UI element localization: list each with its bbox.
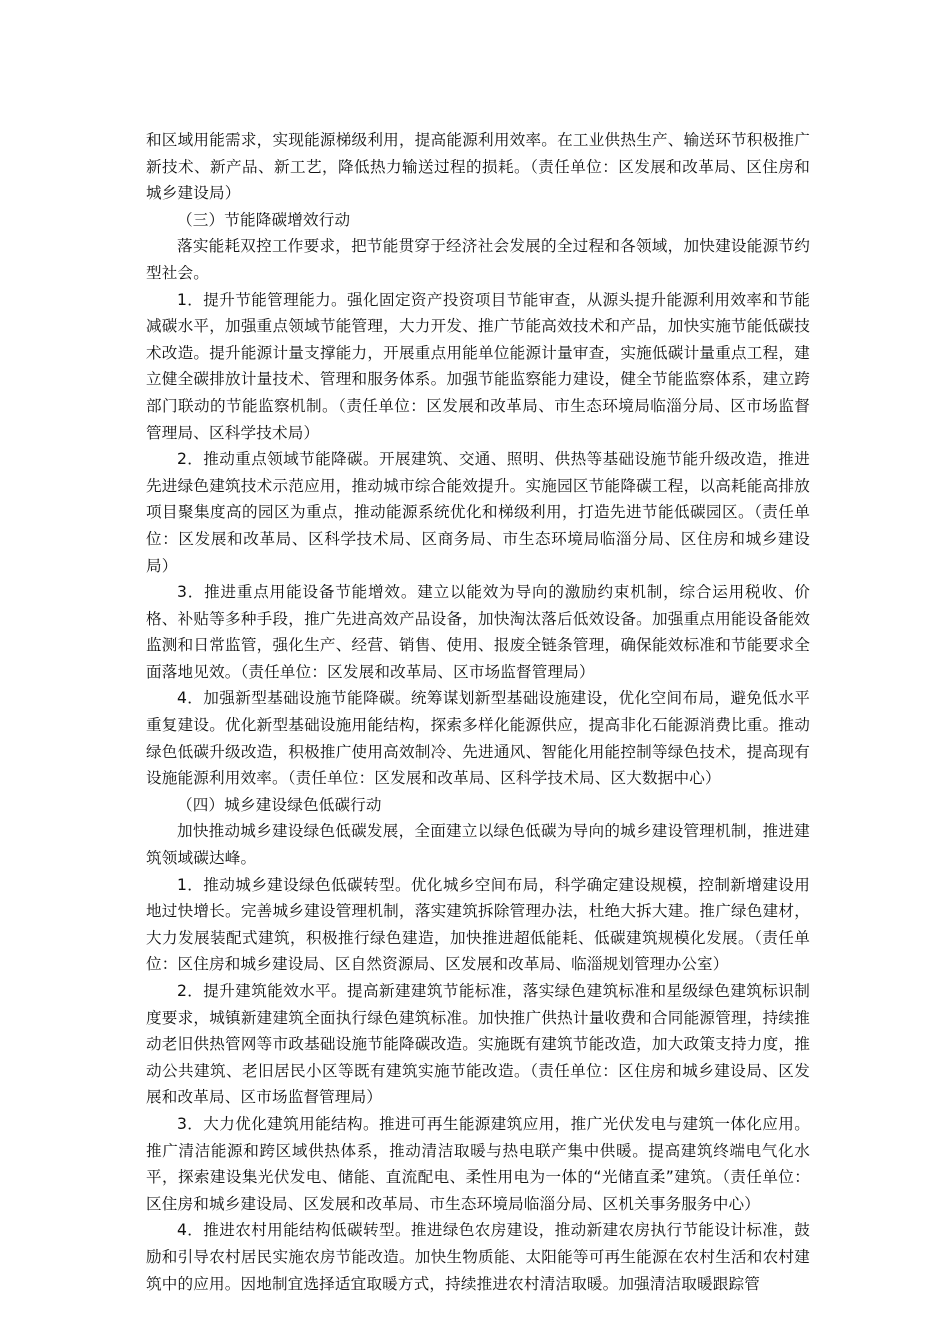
- section-4-intro: 加快推动城乡建设绿色低碳发展，全面建立以绿色低碳为导向的城乡建设管理机制，推进建筑领域碳达峰。: [146, 822, 810, 868]
- section-3-item-4: 4．加强新型基础设施节能降碳。统筹谋划新型基础设施建设，优化空间布局，避免低水平重复建设。优化新型基础设施用能结构，探索多样化能源供应，提高非化石能源消费比重。推动绿色低碳升级改造，积极推广使用高效制冷、先进通风、智能化用能控制等绿色技术，提高现有设施能源利用效率。（责任单位：区发展和改革局、区科学技术局、区大数据中心）: [146, 689, 810, 788]
- section-3-item-2: 2．推动重点领域节能降碳。开展建筑、交通、照明、供热等基础设施节能升级改造，推进先进绿色建筑技术示范应用，推动城市综合能效提升。实施园区节能降碳工程，以高耗能高排放项目聚集度高的园区为重点，推动能源系统优化和梯级利用，打造先进节能低碳园区。（责任单位：区发展和改革局、区科学技术局、区商务局、市生态环境局临淄分局、区住房和城乡建设局）: [146, 450, 810, 575]
- document-body: [146, 127, 810, 1297]
- section-heading-3: （三）节能降碳增效行动: [177, 210, 351, 229]
- section-3-item-1: 1．提升节能管理能力。强化固定资产投资项目节能审查，从源头提升能源利用效率和节能减碳水平，加强重点领域节能管理，大力开发、推广节能高效技术和产品，加快实施节能低碳技术改造。提升能源计量支撑能力，开展重点用能单位能源计量审查，实施低碳计量重点工程，建立健全碳排放计量技术、管理和服务体系。加强节能监察能力建设，健全节能监察体系，建立跨部门联动的节能监察机制。（责任单位：区发展和改革局、市生态环境局临淄分局、区市场监督管理局、区科学技术局）: [146, 290, 810, 442]
- section-3-item-3: 3．推进重点用能设备节能增效。建立以能效为导向的激励约束机制，综合运用税收、价格、补贴等多种手段，推广先进高效产品设备，加快淘汰落后低效设备。加强重点用能设备能效监测和日常监管，强化生产、经营、销售、使用、报废全链条管理，确保能效标准和节能要求全面落地见效。（责任单位：区发展和改革局、区市场监督管理局）: [146, 583, 810, 681]
- section-4-item-2: 2．提升建筑能效水平。提高新建建筑节能标准，落实绿色建筑标准和星级绿色建筑标识制度要求，城镇新建建筑全面执行绿色建筑标准。加快推广供热计量收费和合同能源管理，持续推动老旧供热管网等市政基础设施节能降碳改造。实施既有建筑节能改造，加大政策支持力度，推动公共建筑、老旧居民小区等既有建筑实施节能改造。（责任单位：区住房和城乡建设局、区发展和改革局、区市场监督管理局）: [146, 982, 810, 1107]
- section-heading-4: （四）城乡建设绿色低碳行动: [177, 795, 382, 814]
- section-4-item-3: 3．大力优化建筑用能结构。推进可再生能源建筑应用，推广光伏发电与建筑一体化应用。推广清洁能源和跨区域供热体系，推动清洁取暖与热电联产集中供暖。提高建筑终端电气化水平，探索建设集光伏发电、储能、直流配电、柔性用电为一体的“光储直柔”建筑。（责任单位：区住房和城乡建设局、区发展和改革局、市生态环境局临淄分局、区机关事务服务中心）: [146, 1114, 810, 1213]
- section-4-item-1: 1．推动城乡建设绿色低碳转型。优化城乡空间布局，科学确定建设规模，控制新增建设用地过快增长。完善城乡建设管理机制，落实建筑拆除管理办法，杜绝大拆大建。推广绿色建材，大力发展装配式建筑，积极推行绿色建造，加快推进超低能耗、低碳建筑规模化发展。（责任单位：区住房和城乡建设局、区自然资源局、区发展和改革局、临淄规划管理办公室）: [146, 875, 810, 974]
- section-4-item-4: 4．推进农村用能结构低碳转型。推进绿色农房建设，推动新建农房执行节能设计标准，鼓励和引导农村居民实施农房节能改造。加快生物质能、太阳能等可再生能源在农村生活和农村建筑中的应用。因地制宜选择适宜取暖方式，持续推进农村清洁取暖。加强清洁取暖跟踪管: [146, 1221, 810, 1293]
- section-3-intro: 落实能耗双控工作要求，把节能贯穿于经济社会发展的全过程和各领域，加快建设能源节约型社会。: [146, 237, 810, 282]
- paragraph-continuation: 和区域用能需求，实现能源梯级利用，提高能源利用效率。在工业供热生产、输送环节积极推广新技术、新产品、新工艺，降低热力输送过程的损耗。（责任单位：区发展和改革局、区住房和城乡建设局）: [146, 131, 810, 203]
